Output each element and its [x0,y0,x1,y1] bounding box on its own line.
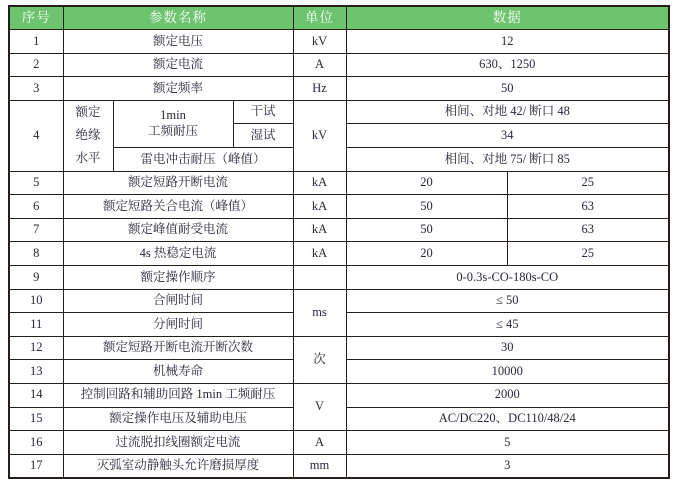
table-row-7 [9,218,669,242]
cell-r2-name: 额定电流 [63,53,293,77]
cell-r3-unit: Hz [293,77,346,101]
cell-r17-no: 17 [9,454,63,478]
cell-r5-unit: kA [293,171,346,195]
cell-r14-no: 14 [9,384,63,408]
cell-r6-unit: kA [293,195,346,219]
cell-r12-no: 12 [9,336,63,360]
cell-r9-name: 额定操作顺序 [63,266,293,290]
cell-r4-no: 4 [9,100,63,171]
table-row-2 [9,53,669,77]
table-header-row [9,6,669,30]
cell-r15-no: 15 [9,407,63,431]
cell-r7-data2: 63 [507,218,669,242]
cell-r15-data: AC/DC220、DC110/48/24 [346,407,669,431]
cell-r2-data: 630、1250 [346,53,669,77]
cell-r8-data2: 25 [507,242,669,266]
group-line-1: 额定 [75,105,101,120]
table-row-1 [9,30,669,54]
table-row-3 [9,77,669,101]
group-line-2: 绝缘 [75,128,101,143]
cell-r14-name: 控制回路和辅助回路 1min 工频耐压 [63,384,293,408]
cell-r6-data2: 63 [507,195,669,219]
spec-table [8,5,670,479]
header-no: 序号 [9,6,63,30]
cell-r14-data: 2000 [346,384,669,408]
cell-r4-data-wet: 34 [346,124,669,148]
cell-r4-data-dry: 相间、对地 42/ 断口 48 [346,100,669,124]
cell-r1-no: 1 [9,30,63,54]
cell-r10-name: 合闸时间 [63,289,293,313]
cell-r5-no: 5 [9,171,63,195]
freq-line-2: 工频耐压 [147,123,198,138]
cell-r4-lightning: 雷电冲击耐压（峰值） [113,148,293,172]
cell-r10-no: 10 [9,289,63,313]
cell-r12-data: 30 [346,336,669,360]
cell-r3-data: 50 [346,77,669,101]
spec-table-container [8,5,670,479]
cell-r16-no: 16 [9,431,63,455]
cell-r7-no: 7 [9,218,63,242]
table-row-10 [9,289,669,313]
table-row-16 [9,431,669,455]
cell-r6-name: 额定短路关合电流（峰值） [63,195,293,219]
cell-r8-name: 4s 热稳定电流 [63,242,293,266]
cell-r11-no: 11 [9,313,63,337]
cell-r15-name: 额定操作电压及辅助电压 [63,407,293,431]
cell-r5-data2: 25 [507,171,669,195]
cell-r5-data1: 20 [346,171,507,195]
cell-r14-unit: V [293,384,346,431]
header-data: 数据 [346,6,669,30]
cell-r1-name: 额定电压 [63,30,293,54]
cell-r13-name: 机械寿命 [63,360,293,384]
cell-r8-no: 8 [9,242,63,266]
table-row-6 [9,195,669,219]
cell-r7-data1: 50 [346,218,507,242]
cell-r17-name: 灭弧室动静触头允许磨损厚度 [63,454,293,478]
cell-r9-unit [293,266,346,290]
cell-r4-freq-withstand [113,100,233,147]
table-row-5 [9,171,669,195]
table-row-14 [9,384,669,408]
cell-r9-data: 0-0.3s-CO-180s-CO [346,266,669,290]
cell-r5-name: 额定短路开断电流 [63,171,293,195]
cell-r6-data1: 50 [346,195,507,219]
cell-r16-name: 过流脱扣线圈额定电流 [63,431,293,455]
cell-r4-unit: kV [293,100,346,171]
cell-r16-data: 5 [346,431,669,455]
cell-r10-unit: ms [293,289,346,336]
group-line-3: 水平 [75,151,101,166]
freq-line-1: 1min [160,108,186,123]
cell-r6-no: 6 [9,195,63,219]
cell-r2-unit: A [293,53,346,77]
cell-r7-name: 额定峰值耐受电流 [63,218,293,242]
table-row-8 [9,242,669,266]
cell-r7-unit: kA [293,218,346,242]
cell-r13-no: 13 [9,360,63,384]
cell-r1-unit: kV [293,30,346,54]
cell-r13-data: 10000 [346,360,669,384]
cell-r11-name: 分闸时间 [63,313,293,337]
cell-r16-unit: A [293,431,346,455]
cell-r11-data: ≤ 45 [346,313,669,337]
table-row-12 [9,336,669,360]
header-name: 参数名称 [63,6,293,30]
cell-r2-no: 2 [9,53,63,77]
table-row-4a [9,100,669,124]
cell-r3-no: 3 [9,77,63,101]
cell-r9-no: 9 [9,266,63,290]
cell-r17-data: 3 [346,454,669,478]
cell-r8-unit: kA [293,242,346,266]
table-row-9 [9,266,669,290]
cell-r4-wet: 湿试 [233,124,293,148]
header-unit: 单位 [293,6,346,30]
cell-r10-data: ≤ 50 [346,289,669,313]
cell-r4-group [63,100,113,171]
cell-r3-name: 额定频率 [63,77,293,101]
table-row-17 [9,454,669,478]
cell-r4-data-lightning: 相间、对地 75/ 断口 85 [346,148,669,172]
cell-r4-dry: 干试 [233,100,293,124]
cell-r12-unit: 次 [293,336,346,383]
cell-r12-name: 额定短路开断电流开断次数 [63,336,293,360]
cell-r8-data1: 20 [346,242,507,266]
cell-r17-unit: mm [293,454,346,478]
cell-r1-data: 12 [346,30,669,54]
